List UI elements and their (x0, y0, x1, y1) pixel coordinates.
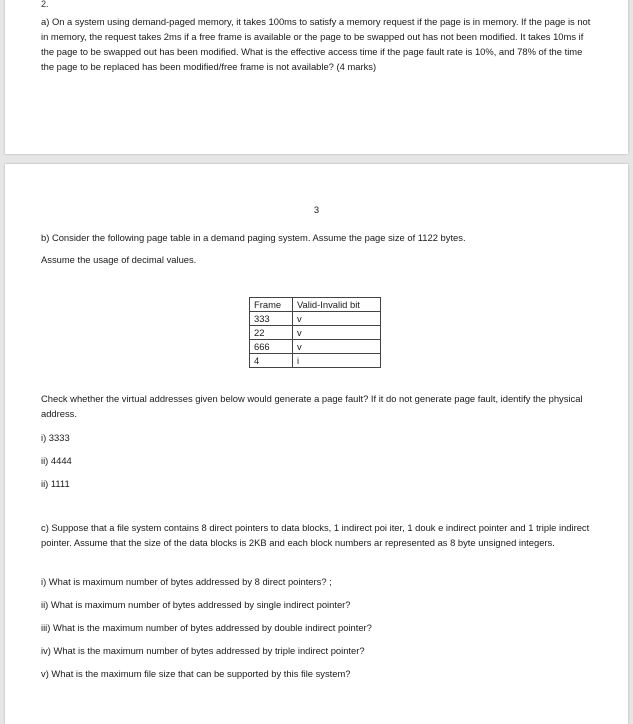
question-number-crop: 2. (41, 0, 49, 9)
header-valid-invalid-bit: Valid-Invalid bit (293, 298, 381, 312)
table-row (250, 312, 381, 326)
question-c-text: c) Suppose that a file system contains 8 direct pointers to data blocks, 1 indirect poi iter, 1 douk e indirect pointer and 1 triple indirect pointer. Assume that the size of the data blocks is 2KB and each block numbers ar represented as 8 byte unsigned integers. (41, 522, 590, 548)
address-item: ii) 1111 (41, 478, 70, 489)
subquestion-item: ii) What is maximum number of bytes addressed by single indirect pointer? (41, 599, 351, 610)
question-b-intro: b) Consider the following page table in a demand paging system. Assume the page size of 1122 bytes. (41, 232, 466, 243)
valid-bit-cell: v (293, 312, 381, 326)
question-b-note: Assume the usage of decimal values. (41, 254, 197, 265)
frame-cell: 22 (250, 326, 293, 340)
document-page-1 (5, 0, 628, 154)
valid-bit-cell: v (293, 326, 381, 340)
subquestion-item: iii) What is the maximum number of bytes addressed by double indirect pointer? (41, 622, 372, 633)
address-item: i) 3333 (41, 432, 70, 443)
table-row (250, 340, 381, 354)
subquestion-item: i) What is maximum number of bytes addressed by 8 direct pointers? ; (41, 576, 332, 587)
page-number: 3 (313, 204, 320, 215)
frame-cell: 4 (250, 354, 293, 368)
page-table-header-row (250, 298, 381, 312)
subquestion-item: iv) What is the maximum number of bytes addressed by triple indirect pointer? (41, 645, 365, 656)
frame-cell: 666 (250, 340, 293, 354)
table-row (250, 326, 381, 340)
table-row (250, 354, 381, 368)
check-instruction: Check whether the virtual addresses given below would generate a page fault? If it do not generate page fault, identify the physical address. (41, 393, 583, 419)
frame-cell: 333 (250, 312, 293, 326)
valid-bit-cell: v (293, 340, 381, 354)
address-item: ii) 4444 (41, 455, 72, 466)
valid-bit-cell: i (293, 354, 381, 368)
document-page-2 (5, 164, 628, 724)
page-table (249, 297, 381, 368)
subquestion-item: v) What is the maximum file size that can be supported by this file system? (41, 668, 351, 679)
header-frame: Frame (250, 298, 293, 312)
question-a-text: a) On a system using demand-paged memory, it takes 100ms to satisfy a memory request if the page is in memory. If the page is not in memory, the request takes 2ms if a free frame is available or the page to be swapped out has not been modified. It takes 10ms if the page to be swapped out has been modified. What is the effective access time if the page fault rate is 10%, and 78% of the time the page to be replaced has been modified/free frame is not available? (4 marks) (41, 16, 591, 72)
